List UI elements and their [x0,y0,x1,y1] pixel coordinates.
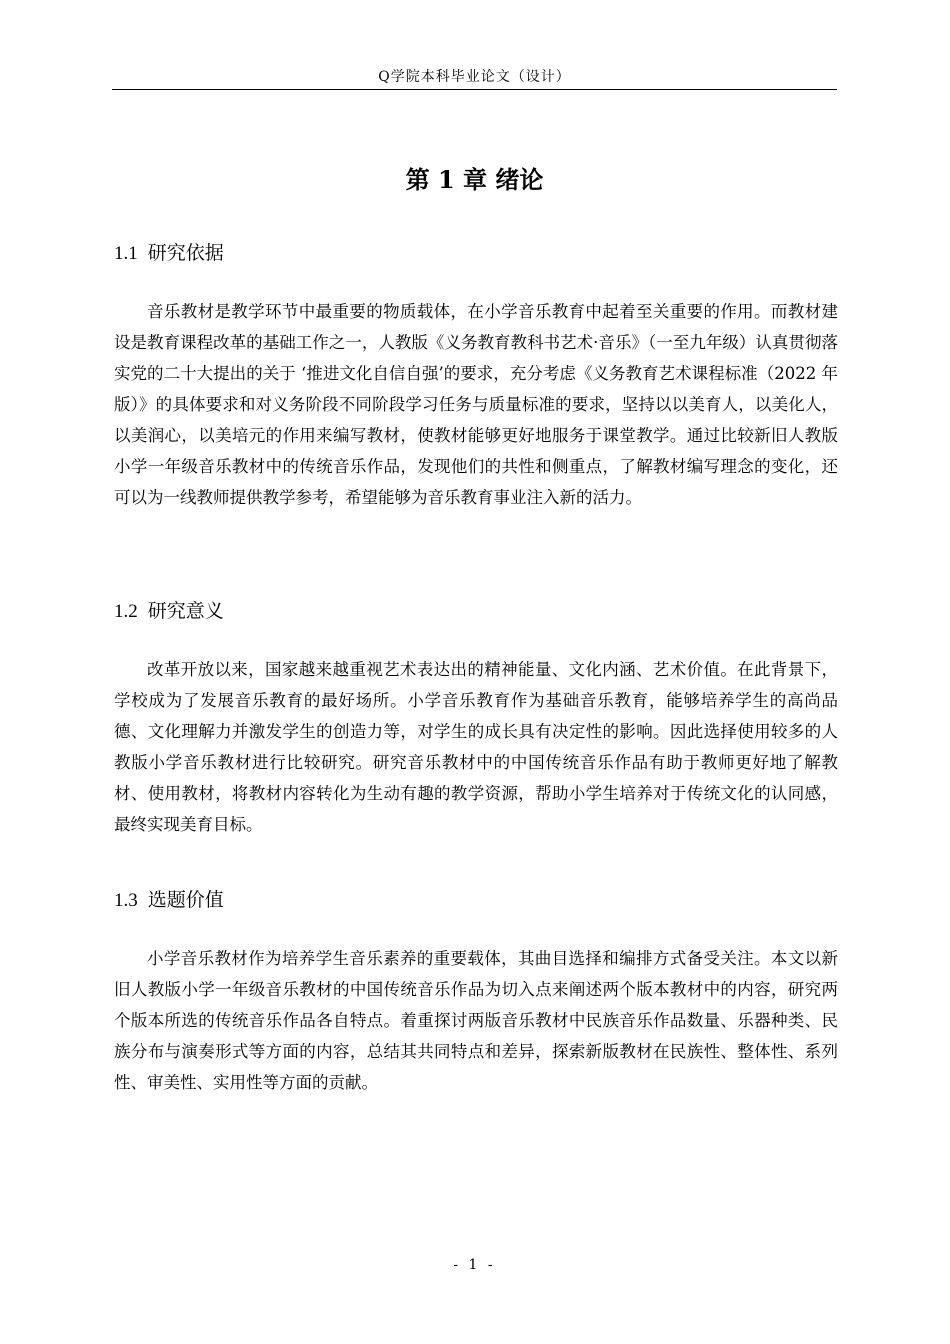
section-number: 1.3 [114,890,138,911]
page-number: - 1 - [453,1257,496,1273]
header-divider [112,89,837,90]
section-title: 研究依据 [147,242,224,264]
section-number: 1.1 [114,243,138,264]
paragraph-research-basis: 音乐教材是教学环节中最重要的物质载体，在小学音乐教育中起着至关重要的作用。而教材建设是教育课程改革的基础工作之一，人教版《义务教育教科书艺术·音乐》（一至九年级）认真贯彻落实党的二十大提出的关于 ‘推进文化自信自强’的要求，充分考虑《义务教育艺术课程标准（2022 年版）》的具体要求和对义务阶段不同阶段学习任务与质量标准的要求，坚持以以美育人，以美化人，以美润心，以美培元的作用来编写教材，使教材能够更好地服务于课堂教学。通过比较新旧人教版小学一年级音乐教材中的传统音乐作品，发现他们的共性和侧重点，了解教材编写理念的变化，还可以为一线教师提供教学参考，希望能够为音乐教育事业注入新的活力。 [114,302,838,507]
paragraph-research-significance: 改革开放以来，国家越来越重视艺术表达出的精神能量、文化内涵、艺术价值。在此背景下，学校成为了发展音乐教育的最好场所。小学音乐教育作为基础音乐教育，能够培养学生的高尚品德、文化理解力并激发学生的创造力等，对学生的成长具有决定性的影响。因此选择使用较多的人教版小学音乐教材进行比较研究。研究音乐教材中的中国传统音乐作品有助于教师更好地了解教材、使用教材，将教材内容转化为生动有趣的教学资源，帮助小学生培养对于传统文化的认同感，最终实现美育目标。 [114,660,838,834]
chapter-title: 第 1 章 绪论 [405,165,544,194]
section-title: 选题价值 [147,889,224,911]
section-title: 研究意义 [147,600,224,622]
section-heading-1-2 [114,596,224,623]
paragraph-topic-value: 小学音乐教材作为培养学生音乐素养的重要载体，其曲目选择和编排方式备受关注。本文以新旧人教版小学一年级音乐教材的中国传统音乐作品为切入点来阐述两个版本教材中的内容，研究两个版本所选的传统音乐作品各自特点。着重探讨两版音乐教材中民族音乐作品数量、乐器种类、民族分布与演奏形式等方面的内容，总结其共同特点和差异，探索新版教材在民族性、整体性、系列性、审美性、实用性等方面的贡献。 [114,949,838,1092]
running-header: Q学院本科毕业论文（设计） [378,69,571,85]
section-heading-1-3 [114,885,224,912]
section-heading-1-1 [114,238,224,265]
section-number: 1.2 [114,601,138,622]
